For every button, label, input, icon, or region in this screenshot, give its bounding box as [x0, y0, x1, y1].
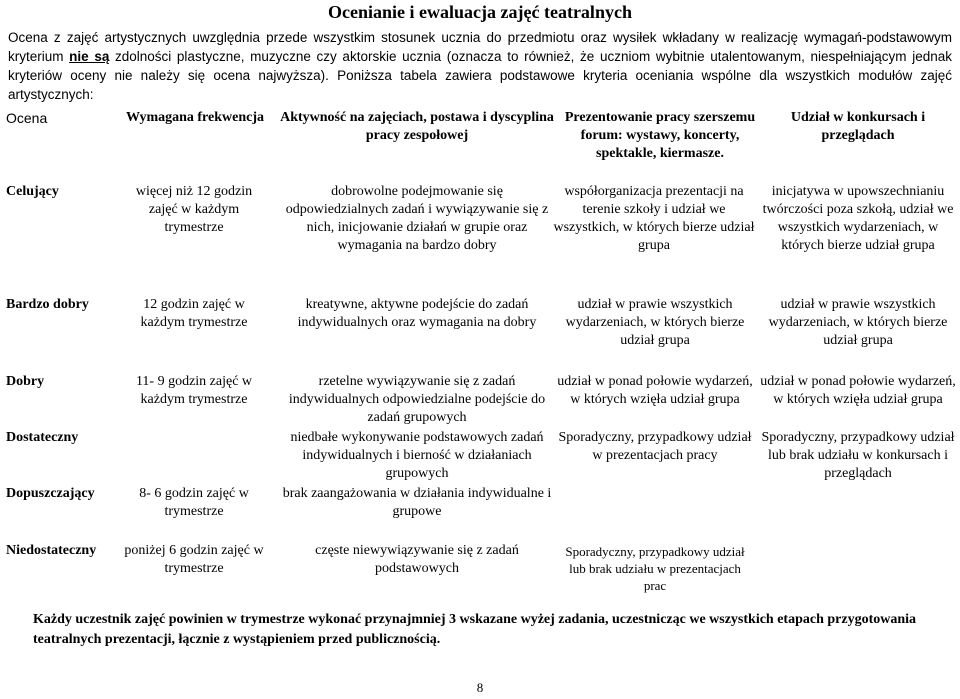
grade-celujacy: Celujący	[6, 184, 59, 199]
page-number: 8	[476, 680, 484, 695]
contests-dostateczny: Sporadyczny, przypadkowy udział lub brak udziału w konkursach i przeglądach	[761, 430, 955, 481]
attendance-celujacy: więcej niż 12 godzin zajęć w każdym trymestrze	[135, 184, 253, 235]
intro-emphasis: nie są	[69, 49, 110, 64]
presentation-bardzo-dobry: udział w prawie wszystkich wydarzeniach, w których bierze udział grupa	[565, 297, 745, 348]
header-grade: Ocena	[6, 110, 48, 126]
activity-dopuszczajacy: brak zaangażowania w działania indywidualne i grupowe	[282, 486, 552, 519]
activity-bardzo-dobry: kreatywne, aktywne podejście do zadań indywidualnych oraz wymagania na dobry	[297, 297, 537, 330]
header-contests: Udział w konkursach i przeglądach	[790, 110, 926, 143]
activity-dobry: rzetelne wywiązywanie się z zadań indywidualnych odpowiedzialne podejście do zadań grupowych	[288, 374, 546, 425]
activity-dostateczny: niedbałe wykonywanie podstawowych zadań indywidualnych i bierność w działaniach grupowych	[290, 430, 544, 481]
contests-bardzo-dobry: udział w prawie wszystkich wydarzeniach, w których bierze udział grupa	[768, 297, 948, 348]
header-activity: Aktywność na zajęciach, postawa i dyscyplina pracy zespołowej	[280, 110, 554, 143]
intro-text-part2: zdolności plastyczne, muzyczne czy aktorskie ucznia (oznacza to również, że uczniom wybitnie utalentowanym, niespełniającym jednak kryteriów oceny nie należy się ocena najwyższa). Poniższa tabela zawiera podstawowe kryteria oceniania wspólne dla wszystkich modułów zajęć artystycznych:	[8, 49, 952, 102]
contests-dobry: udział w ponad połowie wydarzeń, w których wzięła udział grupa	[760, 374, 956, 407]
attendance-bardzo-dobry: 12 godzin zajęć w każdym trymestrze	[140, 297, 248, 330]
header-presentation: Prezentowanie pracy szerszemu forum: wystawy, koncerty, spektakle, kiermasze.	[564, 110, 756, 161]
footer-note: Każdy uczestnik zajęć powinien w trymestrze wykonać przynajmniej 3 wskazane wyżej zadania, uczestnicząc we wszystkich etapach przygotowania teatralnych prezentacji, łącznie z wystąpieniem przed publicznością.	[33, 612, 917, 647]
page-title: Ocenianie i ewaluacja zajęć teatralnych	[328, 2, 632, 22]
intro-paragraph	[8, 28, 952, 104]
presentation-celujacy: współorganizacja prezentacji na terenie szkoły i udział we wszystkich, w których bierze udział grupa	[553, 184, 755, 253]
presentation-niedostateczny: Sporadyczny, przypadkowy udział lub brak udziału w prezentacjach prac	[565, 544, 745, 593]
grade-dopuszczajacy: Dopuszczający	[6, 486, 95, 501]
header-attendance: Wymagana frekwencja	[125, 110, 265, 125]
contests-celujacy: inicjatywa w upowszechnianiu twórczości poza szkołą, udział we wszystkich wydarzeniach, w których bierze udział grupa	[762, 184, 954, 253]
presentation-dobry: udział w ponad połowie wydarzeń, w których wzięła udział grupa	[557, 374, 753, 407]
intro-text-part1: Ocena z zajęć artystycznych uwzględnia przede wszystkim stosunek ucznia do przedmiotu oraz wysiłek wkładany w realizację wymagań-podstawowym kryterium	[8, 30, 952, 64]
activity-celujacy: dobrowolne podejmowanie się odpowiedzialnych zadań i wywiązywanie się z nich, inicjowanie działań w grupie oraz wymagania na bardzo dobry	[285, 184, 549, 253]
presentation-dostateczny: Sporadyczny, przypadkowy udział w prezentacjach pracy	[558, 430, 752, 463]
grade-bardzo-dobry: Bardzo dobry	[6, 297, 89, 312]
attendance-dopuszczajacy: 8- 6 godzin zajęć w trymestrze	[139, 486, 249, 519]
attendance-niedostateczny: poniżej 6 godzin zajęć w trymestrze	[124, 543, 264, 576]
grade-niedostateczny: Niedostateczny	[6, 543, 97, 558]
grade-dostateczny: Dostateczny	[6, 430, 79, 445]
attendance-dobry: 11- 9 godzin zajęć w każdym trymestrze	[135, 374, 253, 407]
grade-dobry: Dobry	[6, 374, 45, 389]
activity-niedostateczny: częste niewywiązywanie się z zadań podstawowych	[315, 543, 519, 576]
